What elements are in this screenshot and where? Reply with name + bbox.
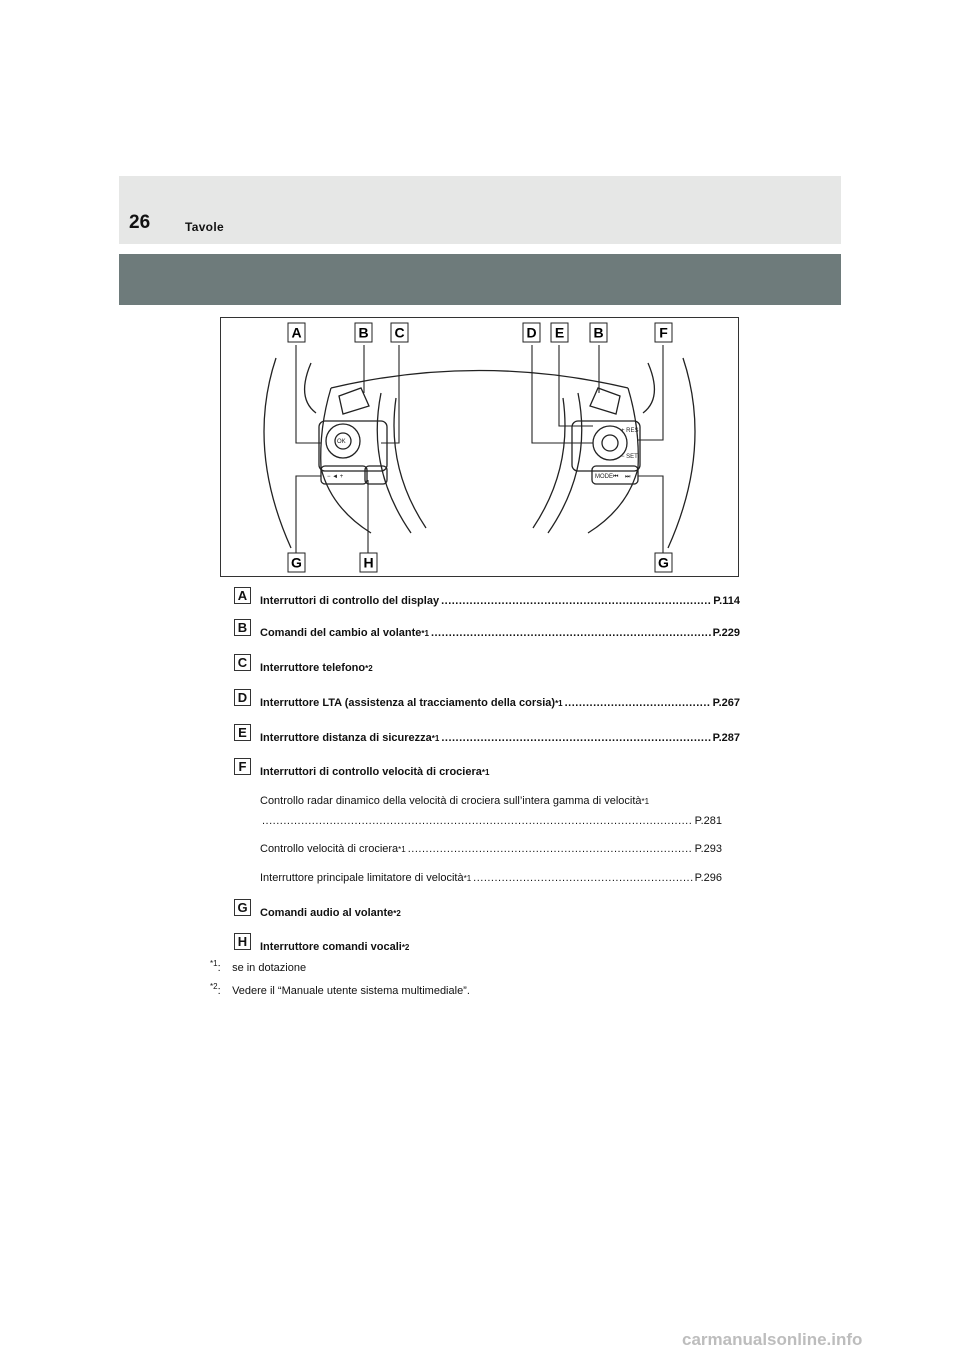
- sub-entry: Controllo radar dinamico della velocità di crociera sull’intera gamma di velocità *1: [260, 795, 650, 807]
- footnote: $^{*2}$: Vedere il “Manuale utente sistema multimediale”.: [210, 982, 470, 997]
- next-button-label: ⏭: [625, 474, 631, 480]
- svg-text:E: E: [554, 324, 565, 341]
- entry-text: Interruttore telefono: [260, 662, 366, 674]
- callout-f: [655, 323, 672, 342]
- entry-text: Comandi del cambio al volante: [260, 627, 422, 639]
- page-link[interactable]: P.287: [712, 732, 740, 744]
- page-link[interactable]: P.114: [713, 595, 740, 607]
- entry-letter: D: [234, 689, 251, 706]
- entry-letter: C: [234, 654, 251, 671]
- svg-text:C: C: [394, 324, 405, 341]
- entry-text: Interruttore LTA (assistenza al tracciamento della corsia): [260, 697, 556, 709]
- footnote-text: Vedere il “Manuale utente sistema multimediale”.: [232, 985, 470, 997]
- list-item: C Interruttore telefono *2: [234, 654, 740, 674]
- callout-e: [551, 323, 568, 342]
- entry-text: Interruttori di controllo velocità di crociera: [260, 766, 482, 778]
- ok-button-label: OK: [337, 439, 346, 445]
- watermark: carmanualsonline.info: [682, 1330, 863, 1349]
- callout-h: [360, 553, 377, 572]
- page-link[interactable]: P.267: [712, 697, 740, 709]
- callout-c: [391, 323, 408, 342]
- svg-text:F: F: [659, 324, 668, 341]
- page-link[interactable]: P.293: [694, 843, 722, 855]
- callout-b-right: [590, 323, 607, 342]
- sub-entry: Controllo velocità di crociera *1 ..... P.293: [260, 843, 722, 855]
- sub-entry-text: Interruttore principale limitatore di velocità: [260, 872, 464, 884]
- section-bar: [119, 254, 841, 305]
- sub-entry: Interruttore principale limitatore di velocità *1 ..... P.296: [260, 872, 722, 884]
- mode-button-label: MODE: [595, 474, 613, 480]
- header-band: [119, 176, 841, 244]
- prev-button-label: ⏮: [613, 474, 619, 480]
- leader-dots: [565, 697, 711, 709]
- entry-letter: E: [234, 724, 251, 741]
- section-title: Tavole: [185, 220, 224, 234]
- svg-text:G: G: [658, 554, 669, 571]
- entry-letter: F: [234, 758, 251, 775]
- entry-text: Interruttore comandi vocali: [260, 941, 402, 953]
- footnote-mark: *2: [210, 982, 218, 991]
- svg-text:H: H: [363, 554, 374, 571]
- svg-text:D: D: [526, 324, 537, 341]
- set-button-label: − SET: [621, 454, 638, 460]
- list-item: [234, 587, 740, 607]
- volume-button-label: − ◄ +: [327, 474, 344, 480]
- callout-b-left: [355, 323, 372, 342]
- entry-letter: G: [234, 899, 251, 916]
- list-item: D Interruttore LTA (assistenza al tracciamento della corsia) *1 ..... P.267: [234, 689, 740, 709]
- page-link[interactable]: P.281: [694, 815, 722, 827]
- svg-text:B: B: [593, 324, 604, 341]
- leader-dots: [431, 627, 711, 639]
- leader-dots: [473, 872, 693, 884]
- svg-text:B: B: [358, 324, 369, 341]
- sub-entry-text: Controllo velocità di crociera: [260, 843, 399, 855]
- list-item: B Comandi del cambio al volante *1 ..... P.229: [234, 619, 740, 639]
- callout-g-right: [655, 553, 672, 572]
- list-item: F Interruttori di controllo velocità di crociera *1: [234, 758, 740, 778]
- page-link[interactable]: P.296: [694, 872, 722, 884]
- svg-text:A: A: [291, 324, 302, 341]
- steering-wheel-figure: [220, 317, 739, 577]
- entry-letter: B: [234, 619, 251, 636]
- res-button-label: + RES: [621, 428, 639, 434]
- entry-text: Interruttori di controllo del display: [260, 595, 440, 607]
- entry-text: Interruttore distanza di sicurezza: [260, 732, 432, 744]
- sub-entry-text: Controllo radar dinamico della velocità di crociera sull’intera gamma di velocità: [260, 795, 642, 807]
- callout-a: [288, 323, 305, 342]
- list-item: H Interruttore comandi vocali *2: [234, 933, 740, 953]
- leader-dots: [408, 843, 693, 855]
- entry-letter: H: [234, 933, 251, 950]
- leader-dots: [441, 595, 711, 607]
- list-item: G Comandi audio al volante *2: [234, 899, 740, 919]
- callout-g-left: [288, 553, 305, 572]
- list-item: E Interruttore distanza di sicurezza *1 ..... P.287: [234, 724, 740, 744]
- svg-text:G: G: [291, 554, 302, 571]
- callout-d: [523, 323, 540, 342]
- leader-dots: [441, 732, 710, 744]
- steering-wheel-illustration: [221, 318, 738, 576]
- entry-text: Comandi audio al volante: [260, 907, 394, 919]
- footnote: $^{*1}$: se in dotazione: [210, 959, 307, 974]
- footnote-text: se in dotazione: [232, 962, 307, 974]
- leader-dots: [262, 815, 693, 827]
- page-link[interactable]: P.229: [712, 627, 740, 639]
- entry-letter: A: [234, 587, 251, 604]
- page-number: 26: [129, 212, 151, 233]
- sub-entry-continuation: [260, 815, 722, 827]
- footnote-mark: *1: [210, 959, 218, 968]
